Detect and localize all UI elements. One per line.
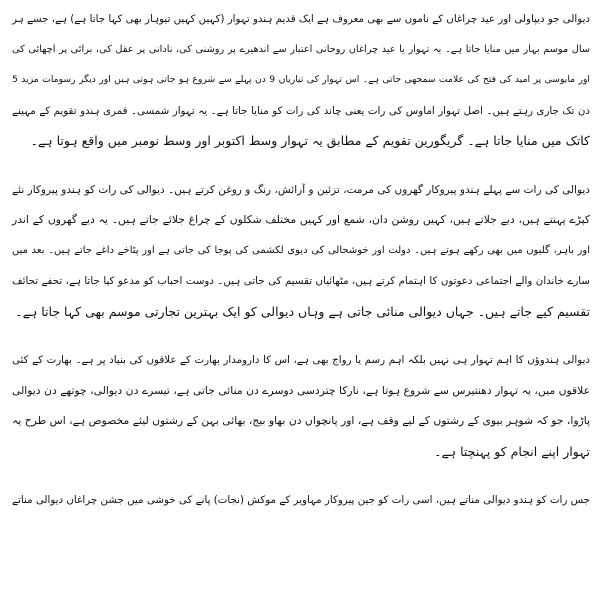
text-line: دیوالی کی رات سے پہلے ہندو پیروکار گھروں کی مرمت، تزئین و آرائش، رنگ و روغن کرتے ہیں۔ دیوالی کی رات کو ہندو پیروکار نئے [12,183,590,196]
text-line: کپڑے پہنتے ہیں، دیے جلاتے ہیں، کہیں روشن دان، شمع اور کہیں مختلف شکلوں کے چراغ جلائے جاتے ہیں۔ یہ دیے گھروں کے اندر [12,213,590,226]
text-line: سارے خاندان والے اجتماعی دعوتوں کا اہتمام کرتے ہیں، مٹھائیاں تقسیم کی جاتی ہیں۔ دوست احباب کو مدعو کیا جاتا ہے، تحفے تحائف [12,275,590,287]
paragraph-intro [12,4,590,157]
text-line: پاڑوا، جو کہ شوہر بیوی کے رشتوں کے لیے وقف ہے، اور پانچواں دن بھاو بیج، بھائی بہن کے رشتوں لیئے مخصوص ہے، اس طرح یہ [12,414,590,427]
text-line: کاتک میں منایا جاتا ہے۔ گریگورین تقویم کے مطابق یہ تہوار وسط اکتوبر اور وسط نومبر میں واقع ہوتا ہے۔ [30,133,590,148]
text-line: تقسیم کیے جاتے ہیں۔ جہاں دیوالی منائی جاتی ہے وہاں دیوالی کو ایک بہترین تجارتی موسم بھی کہا جاتا ہے۔ [15,303,590,319]
paragraph-gap [12,467,590,485]
text-line: تہوار اپنے انجام کو پہنچتا ہے۔ [434,443,590,459]
paragraph-celebration [12,175,590,328]
paragraph-gap [12,327,590,345]
text-line: دن تک جاری رہتے ہیں۔ اصل تہوار اماوس کی رات یعنی چاند کی رات کو منایا جاتا ہے۔ یہ تہوار شمسی۔ قمری ہندو تقویم کے مہینے [12,104,590,117]
text-line: دیوالی جو دیپاولی اور عید چراغاں کے ناموں سے بھی معروف ہے ایک قدیم ہندو تہوار (کہیں کہیں تیوہار بھی کہا جاتا ہے) ہے، جسے ہر [12,13,590,25]
text-line: علاقوں میں، یہ تہوار دھنتیرس سے شروع ہوتا ہے، نارکا چتردسی دوسرے دن منائی جاتی ہے، تیسرے دن دیوالی، چوتھے دن دیوالی [12,383,590,397]
text-line: سال موسم بہار میں منایا جاتا ہے۔ یہ تہوار یا عید چراغاں روحانی اعتبار سے اندھیرے پر روشنی کی، نادانی پر عقل کی، برائی پر اچھائی کی [12,43,590,55]
paragraph-jain [12,485,590,516]
text-line: دیوالی ہندوؤں کا اہم تہوار ہی نہیں بلکہ اہم رسم یا رواج بھی ہے، اس کا دارومدار بھارت کے علاقوں کی بنیاد پر ہے۔ بھارت کے کئی [12,354,590,366]
text-line: اور مایوسی پر امید کی فتح کی علامت سمجھی جاتی ہے۔ اس تہوار کی تیاریاں 9 دن پہلے سے شروع ہو جاتی ہوتی ہیں اور دیگر رسومات مزید 5 [12,74,590,85]
paragraph-five-days [12,345,590,467]
text-line: اور باہر، گلیوں میں بھی رکھے ہوتے ہیں۔ دولت اور خوشحالی کی دیوی لکشمی کی پوجا کی جاتی ہے اور پٹاخے داغے جاتے ہیں۔ بعد میں [12,244,590,256]
paragraph-gap [12,157,590,175]
text-line: جس رات کو ہندو دیوالی مناتے ہیں، اسی رات کو جین پیروکار مہاویر کے موکش (نجات) پانے کی خوشی میں جشن چراغاں دیوالی مناتے [12,494,590,506]
